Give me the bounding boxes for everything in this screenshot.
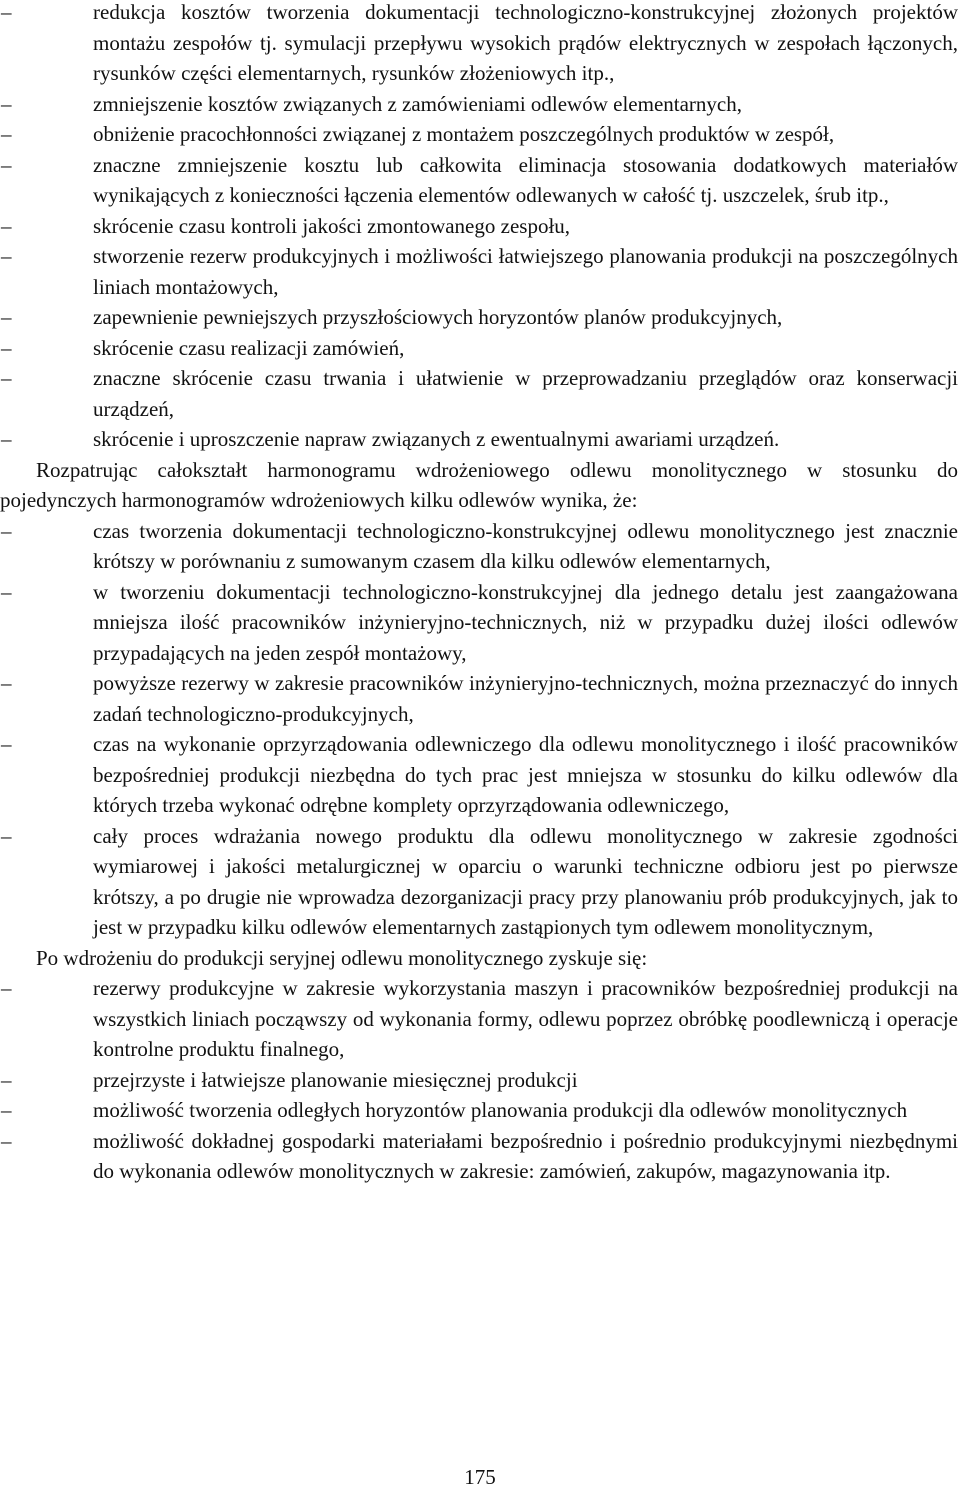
dash-bullet: – [1, 1067, 12, 1092]
dash-bullet: – [1, 732, 12, 756]
list-item-text: skrócenie czasu kontroli jakości zmontowanego zespołu, [93, 213, 571, 238]
list-item-text: w tworzeniu dokumentacji technologiczno-konstrukcyjnej dla jednego detalu jest zaangażowana mniejsza ilość pracowników inżynieryjno-technicznych, niż w przypadku dużej ilości odlewów przypadających na jeden zespół montażowy, [93, 579, 958, 665]
list-item-text: rezerwy produkcyjne w zakresie wykorzystania maszyn i pracowników bezpośredniej produkcji na wszystkich liniach począwszy od wykonania formy, odlewu poprzez obróbkę poodlewniczą i operacje kontrolne produktu finalnego, [93, 976, 958, 1061]
list-item [0, 302, 958, 333]
list-item [0, 89, 958, 120]
list-item-text: przejrzyste i łatwiejsze planowanie miesięcznej produkcji [93, 1067, 578, 1092]
bullet-list-serial-production [0, 973, 958, 1187]
dash-bullet: – [1, 335, 12, 360]
list-item [0, 333, 958, 364]
dash-bullet: – [1, 0, 12, 24]
list-item [0, 668, 958, 729]
list-item [0, 150, 958, 211]
list-item [0, 1095, 958, 1126]
list-item-text: znaczne zmniejszenie kosztu lub całkowita eliminacja stosowania dodatkowych materiałów wynikających z konieczności łączenia elementów odlewanych w całość tj. uszczelek, śrub itp., [93, 152, 958, 207]
list-item-text: zapewnienie pewniejszych przyszłościowych horyzontów planów produkcyjnych, [93, 305, 783, 329]
dash-bullet: – [1, 1128, 12, 1153]
list-item-text: obniżenie pracochłonności związanej z montażem poszczególnych produktów w zespół, [93, 122, 835, 146]
list-item-text: powyższe rezerwy w zakresie pracowników inżynieryjno-technicznych, można przeznaczyć do innych zadań technologiczno-produkcyjnych, [93, 671, 958, 726]
dash-bullet: – [1, 1098, 12, 1122]
list-item [0, 241, 958, 302]
dash-bullet: – [1, 427, 12, 451]
list-item [0, 1126, 958, 1187]
dash-bullet: – [1, 976, 12, 1000]
list-item-text: czas na wykonanie oprzyrządowania odlewniczego dla odlewu monolitycznego i ilość pracowników bezpośredniej produkcji niezbędna do tych prac jest mniejsza w stosunku do kilku odlewów dla których trzeba wykonać odrębne komplety oprzyrządowania odlewniczego, [93, 732, 958, 817]
list-item [0, 211, 958, 242]
list-item-text: skrócenie czasu realizacji zamówień, [93, 335, 405, 360]
list-item-text: znaczne skrócenie czasu trwania i ułatwienie w przeprowadzaniu przeglądów oraz konserwacji urządzeń, [93, 366, 958, 421]
page-number: 175 [464, 1465, 496, 1489]
list-item [0, 424, 958, 455]
dash-bullet: – [1, 518, 12, 543]
list-item [0, 973, 958, 1065]
dash-bullet: – [1, 366, 12, 390]
dash-bullet: – [1, 671, 12, 695]
dash-bullet: – [1, 579, 12, 604]
dash-bullet: – [1, 152, 12, 177]
list-item-text: zmniejszenie kosztów związanych z zamówieniami odlewów elementarnych, [93, 91, 742, 116]
list-item [0, 729, 958, 821]
list-item-text: czas tworzenia dokumentacji technologiczno-konstrukcyjnej odlewu monolitycznego jest znacznie krótszy w porównaniu z sumowanym czasem dla kilku odlewów elementarnych, [93, 518, 958, 573]
paragraph-harmonogram: Rozpatrując całokształt harmonogramu wdrożeniowego odlewu monolitycznego w stosunku do pojedynczych harmonogramów wdrożeniowych kilku odlewów wynika, że: [0, 457, 958, 512]
list-item [0, 363, 958, 424]
dash-bullet: – [1, 213, 12, 238]
list-item [0, 516, 958, 577]
dash-bullet: – [1, 122, 12, 146]
dash-bullet: – [1, 305, 12, 329]
list-item [0, 0, 958, 89]
list-item-text: możliwość tworzenia odległych horyzontów planowania produkcji dla odlewów monolitycznych [93, 1098, 908, 1122]
bullet-list-benefits [0, 0, 958, 455]
bullet-list-harmonogram [0, 516, 958, 943]
list-item [0, 1065, 958, 1096]
dash-bullet: – [1, 91, 12, 116]
dash-bullet: – [1, 244, 12, 268]
dash-bullet: – [1, 823, 12, 848]
list-item-text: stworzenie rezerw produkcyjnych i możliwości łatwiejszego planowania produkcji na poszczególnych liniach montażowych, [93, 244, 958, 299]
list-item-text: redukcja kosztów tworzenia dokumentacji technologiczno-konstrukcyjnej złożonych projektów montażu zespołów tj. symulacji przepływu wysokich prądów elektrycznych w zespołach łączonych, rysunków części elementarnych, rysunków złożeniowych itp., [93, 0, 958, 85]
list-item [0, 821, 958, 943]
paragraph-serial-production: Po wdrożeniu do produkcji seryjnej odlewu monolitycznego zyskuje się: [36, 945, 648, 970]
list-item [0, 119, 958, 150]
list-item-text: skrócenie i uproszczenie napraw związanych z ewentualnymi awariami urządzeń. [93, 427, 780, 451]
list-item-text: możliwość dokładnej gospodarki materiałami bezpośrednio i pośrednio produkcyjnymi niezbędnymi do wykonania odlewów monolitycznych w zakresie: zamówień, zakupów, magazynowania itp. [93, 1128, 958, 1183]
list-item [0, 577, 958, 669]
list-item-text: cały proces wdrażania nowego produktu dla odlewu monolitycznego w zakresie zgodności wymiarowej i jakości metalurgicznej w oparciu o warunki techniczne odbioru jest po pierwsze krótszy, a po drugie nie wprowadza dezorganizacji pracy przy planowaniu prób produkcyjnych, jak to jest w przypadku kilku odlewów elementarnych zastąpionych tym odlewem monolitycznym, [93, 823, 958, 939]
